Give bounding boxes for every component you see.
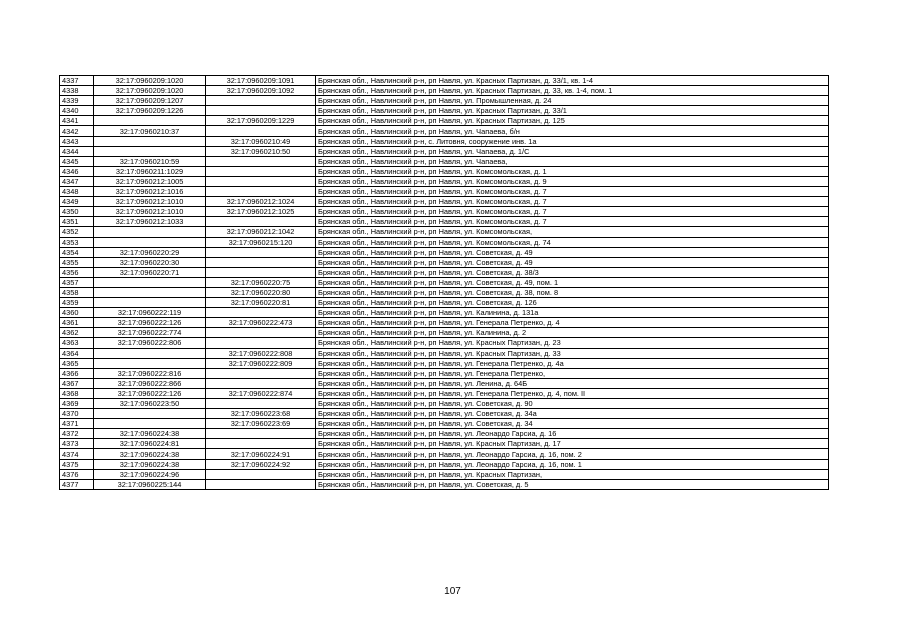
table-row — [60, 187, 829, 197]
table-row — [60, 318, 829, 328]
parent-cadastral-number-cell: 32:17:0960212:1010 — [94, 197, 206, 207]
table-row — [60, 166, 829, 176]
row-number-cell: 4371 — [60, 419, 94, 429]
cadastral-number-cell: 32:17:0960222:874 — [206, 388, 316, 398]
parent-cadastral-number-cell — [94, 348, 206, 358]
row-number-cell: 4349 — [60, 197, 94, 207]
table-row — [60, 449, 829, 459]
address-cell: Брянская обл., Навлинский р-н, рп Навля, ул. Красных Партизан, д. 33/1 — [316, 106, 829, 116]
cadastral-number-cell: 32:17:0960222:808 — [206, 348, 316, 358]
address-cell: Брянская обл., Навлинский р-н, рп Навля, ул. Советская, д. 38, пом. 8 — [316, 287, 829, 297]
parent-cadastral-number-cell: 32:17:0960212:1005 — [94, 176, 206, 186]
cadastral-number-cell — [206, 217, 316, 227]
parent-cadastral-number-cell: 32:17:0960211:1029 — [94, 166, 206, 176]
address-cell: Брянская обл., Навлинский р-н, рп Навля, ул. Чапаева, д. 1/С — [316, 146, 829, 156]
table-row — [60, 126, 829, 136]
address-cell: Брянская обл., Навлинский р-н, рп Навля, ул. Комсомольская, д. 1 — [316, 166, 829, 176]
row-number-cell: 4346 — [60, 166, 94, 176]
parent-cadastral-number-cell: 32:17:0960212:1033 — [94, 217, 206, 227]
parent-cadastral-number-cell: 32:17:0960210:37 — [94, 126, 206, 136]
parent-cadastral-number-cell — [94, 298, 206, 308]
parent-cadastral-number-cell: 32:17:0960222:806 — [94, 338, 206, 348]
row-number-cell: 4361 — [60, 318, 94, 328]
address-cell: Брянская обл., Навлинский р-н, рп Навля, ул. Генерала Петренко, д. 4 — [316, 318, 829, 328]
row-number-cell: 4344 — [60, 146, 94, 156]
table-row — [60, 207, 829, 217]
table-row — [60, 328, 829, 338]
row-number-cell: 4373 — [60, 439, 94, 449]
row-number-cell: 4358 — [60, 287, 94, 297]
cadastral-number-cell: 32:17:0960223:69 — [206, 419, 316, 429]
table-row — [60, 479, 829, 489]
table-row — [60, 399, 829, 409]
parent-cadastral-number-cell — [94, 227, 206, 237]
cadastral-number-cell: 32:17:0960224:92 — [206, 459, 316, 469]
address-cell: Брянская обл., Навлинский р-н, рп Навля, ул. Комсомольская, д. 7 — [316, 217, 829, 227]
parent-cadastral-number-cell — [94, 358, 206, 368]
table-row — [60, 419, 829, 429]
cadastral-number-cell — [206, 328, 316, 338]
address-cell: Брянская обл., Навлинский р-н, рп Навля, ул. Советская, д. 90 — [316, 399, 829, 409]
table-row — [60, 86, 829, 96]
cadastral-number-cell: 32:17:0960209:1092 — [206, 86, 316, 96]
cadastral-number-cell — [206, 156, 316, 166]
row-number-cell: 4347 — [60, 176, 94, 186]
address-cell: Брянская обл., Навлинский р-н, рп Навля, ул. Красных Партизан, д. 33, кв. 1-4, пом. 1 — [316, 86, 829, 96]
row-number-cell: 4339 — [60, 96, 94, 106]
parent-cadastral-number-cell: 32:17:0960223:50 — [94, 399, 206, 409]
parent-cadastral-number-cell — [94, 146, 206, 156]
row-number-cell: 4352 — [60, 227, 94, 237]
table-row — [60, 469, 829, 479]
cadastral-number-cell — [206, 399, 316, 409]
parent-cadastral-number-cell — [94, 409, 206, 419]
row-number-cell: 4367 — [60, 378, 94, 388]
table-row — [60, 308, 829, 318]
row-number-cell: 4342 — [60, 126, 94, 136]
cadastral-number-cell — [206, 308, 316, 318]
cadastral-number-cell: 32:17:0960215:120 — [206, 237, 316, 247]
row-number-cell: 4357 — [60, 277, 94, 287]
cadastral-number-cell: 32:17:0960222:809 — [206, 358, 316, 368]
address-cell: Брянская обл., Навлинский р-н, с. Литовня, сооружение инв. 1а — [316, 136, 829, 146]
row-number-cell: 4348 — [60, 187, 94, 197]
cadastral-table — [59, 75, 829, 490]
cadastral-number-cell — [206, 479, 316, 489]
page-number: 107 — [444, 586, 461, 597]
row-number-cell: 4350 — [60, 207, 94, 217]
address-cell: Брянская обл., Навлинский р-н, рп Навля, ул. Советская, д. 34а — [316, 409, 829, 419]
address-cell: Брянская обл., Навлинский р-н, рп Навля, ул. Советская, д. 49 — [316, 247, 829, 257]
cadastral-number-cell — [206, 106, 316, 116]
address-cell: Брянская обл., Навлинский р-н, рп Навля, ул. Леонардо Гарсиа, д. 16 — [316, 429, 829, 439]
address-cell: Брянская обл., Навлинский р-н, рп Навля, ул. Комсомольская, д. 9 — [316, 176, 829, 186]
table-row — [60, 156, 829, 166]
cadastral-number-cell — [206, 176, 316, 186]
parent-cadastral-number-cell: 32:17:0960222:119 — [94, 308, 206, 318]
table-row — [60, 287, 829, 297]
table-row — [60, 277, 829, 287]
cadastral-number-cell — [206, 368, 316, 378]
parent-cadastral-number-cell: 32:17:0960220:30 — [94, 257, 206, 267]
parent-cadastral-number-cell: 32:17:0960212:1016 — [94, 187, 206, 197]
address-cell: Брянская обл., Навлинский р-н, рп Навля, ул. Леонардо Гарсиа, д. 16, пом. 1 — [316, 459, 829, 469]
cadastral-number-cell — [206, 469, 316, 479]
table-row — [60, 237, 829, 247]
parent-cadastral-number-cell: 32:17:0960225:144 — [94, 479, 206, 489]
cadastral-number-cell — [206, 338, 316, 348]
row-number-cell: 4354 — [60, 247, 94, 257]
address-cell: Брянская обл., Навлинский р-н, рп Навля, ул. Комсомольская, д. 7 — [316, 207, 829, 217]
address-cell: Брянская обл., Навлинский р-н, рп Навля, ул. Красных Партизан, д. 23 — [316, 338, 829, 348]
cadastral-number-cell — [206, 378, 316, 388]
table-row — [60, 388, 829, 398]
address-cell: Брянская обл., Навлинский р-н, рп Навля, ул. Советская, д. 38/3 — [316, 267, 829, 277]
table-row — [60, 197, 829, 207]
parent-cadastral-number-cell: 32:17:0960222:816 — [94, 368, 206, 378]
address-cell: Брянская обл., Навлинский р-н, рп Навля, ул. Красных Партизан, — [316, 469, 829, 479]
row-number-cell: 4356 — [60, 267, 94, 277]
cadastral-number-cell: 32:17:0960212:1024 — [206, 197, 316, 207]
parent-cadastral-number-cell — [94, 136, 206, 146]
cadastral-number-cell: 32:17:0960220:80 — [206, 287, 316, 297]
address-cell: Брянская обл., Навлинский р-н, рп Навля, ул. Красных Партизан, д. 125 — [316, 116, 829, 126]
row-number-cell: 4353 — [60, 237, 94, 247]
row-number-cell: 4374 — [60, 449, 94, 459]
address-cell: Брянская обл., Навлинский р-н, рп Навля, ул. Красных Партизан, д. 33/1, кв. 1-4 — [316, 76, 829, 86]
table-row — [60, 338, 829, 348]
row-number-cell: 4372 — [60, 429, 94, 439]
row-number-cell: 4365 — [60, 358, 94, 368]
address-cell: Брянская обл., Навлинский р-н, рп Навля, ул. Советская, д. 34 — [316, 419, 829, 429]
table-row — [60, 429, 829, 439]
row-number-cell: 4355 — [60, 257, 94, 267]
cadastral-number-cell — [206, 96, 316, 106]
parent-cadastral-number-cell: 32:17:0960212:1010 — [94, 207, 206, 217]
table-row — [60, 146, 829, 156]
row-number-cell: 4343 — [60, 136, 94, 146]
table-row — [60, 116, 829, 126]
parent-cadastral-number-cell: 32:17:0960224:38 — [94, 429, 206, 439]
parent-cadastral-number-cell: 32:17:0960224:81 — [94, 439, 206, 449]
cadastral-number-cell — [206, 187, 316, 197]
parent-cadastral-number-cell: 32:17:0960209:1226 — [94, 106, 206, 116]
cadastral-number-cell — [206, 166, 316, 176]
parent-cadastral-number-cell: 32:17:0960209:1207 — [94, 96, 206, 106]
address-cell: Брянская обл., Навлинский р-н, рп Навля, ул. Комсомольская, д. 7 — [316, 197, 829, 207]
address-cell: Брянская обл., Навлинский р-н, рп Навля, ул. Комсомольская, — [316, 227, 829, 237]
address-cell: Брянская обл., Навлинский р-н, рп Навля, ул. Красных Партизан, д. 17 — [316, 439, 829, 449]
cadastral-number-cell: 32:17:0960222:473 — [206, 318, 316, 328]
row-number-cell: 4370 — [60, 409, 94, 419]
document-sheet — [59, 75, 828, 490]
row-number-cell: 4341 — [60, 116, 94, 126]
address-cell: Брянская обл., Навлинский р-н, рп Навля, ул. Чапаева, б/н — [316, 126, 829, 136]
address-cell: Брянская обл., Навлинский р-н, рп Навля, ул. Советская, д. 49, пом. 1 — [316, 277, 829, 287]
table-row — [60, 368, 829, 378]
parent-cadastral-number-cell: 32:17:0960222:774 — [94, 328, 206, 338]
parent-cadastral-number-cell: 32:17:0960222:126 — [94, 388, 206, 398]
row-number-cell: 4369 — [60, 399, 94, 409]
table-row — [60, 348, 829, 358]
row-number-cell: 4360 — [60, 308, 94, 318]
parent-cadastral-number-cell: 32:17:0960224:96 — [94, 469, 206, 479]
parent-cadastral-number-cell: 32:17:0960210:59 — [94, 156, 206, 166]
address-cell: Брянская обл., Навлинский р-н, рп Навля, ул. Промышленная, д. 24 — [316, 96, 829, 106]
cadastral-number-cell: 32:17:0960223:68 — [206, 409, 316, 419]
row-number-cell: 4364 — [60, 348, 94, 358]
address-cell: Брянская обл., Навлинский р-н, рп Навля, ул. Ленина, д. 64Б — [316, 378, 829, 388]
address-cell: Брянская обл., Навлинский р-н, рп Навля, ул. Советская, д. 126 — [316, 298, 829, 308]
row-number-cell: 4338 — [60, 86, 94, 96]
cadastral-number-cell — [206, 126, 316, 136]
table-row — [60, 439, 829, 449]
cadastral-number-cell: 32:17:0960220:81 — [206, 298, 316, 308]
table-row — [60, 257, 829, 267]
address-cell: Брянская обл., Навлинский р-н, рп Навля, ул. Калинина, д. 131а — [316, 308, 829, 318]
table-row — [60, 247, 829, 257]
cadastral-number-cell — [206, 267, 316, 277]
table-body — [60, 76, 829, 490]
address-cell: Брянская обл., Навлинский р-н, рп Навля, ул. Генерала Петренко, д. 4, пом. II — [316, 388, 829, 398]
parent-cadastral-number-cell: 32:17:0960222:866 — [94, 378, 206, 388]
parent-cadastral-number-cell — [94, 419, 206, 429]
cadastral-number-cell: 32:17:0960220:75 — [206, 277, 316, 287]
row-number-cell: 4340 — [60, 106, 94, 116]
row-number-cell: 4359 — [60, 298, 94, 308]
table-row — [60, 459, 829, 469]
parent-cadastral-number-cell: 32:17:0960220:71 — [94, 267, 206, 277]
parent-cadastral-number-cell — [94, 287, 206, 297]
row-number-cell: 4362 — [60, 328, 94, 338]
parent-cadastral-number-cell: 32:17:0960224:38 — [94, 459, 206, 469]
cadastral-number-cell — [206, 247, 316, 257]
cadastral-number-cell: 32:17:0960209:1091 — [206, 76, 316, 86]
row-number-cell: 4337 — [60, 76, 94, 86]
table-row — [60, 267, 829, 277]
cadastral-number-cell — [206, 439, 316, 449]
cadastral-number-cell — [206, 257, 316, 267]
parent-cadastral-number-cell: 32:17:0960222:126 — [94, 318, 206, 328]
address-cell: Брянская обл., Навлинский р-н, рп Навля, ул. Советская, д. 49 — [316, 257, 829, 267]
cadastral-number-cell: 32:17:0960210:49 — [206, 136, 316, 146]
address-cell: Брянская обл., Навлинский р-н, рп Навля, ул. Генерала Петренко, д. 4а — [316, 358, 829, 368]
table-row — [60, 298, 829, 308]
table-row — [60, 76, 829, 86]
table-row — [60, 176, 829, 186]
row-number-cell: 4377 — [60, 479, 94, 489]
row-number-cell: 4363 — [60, 338, 94, 348]
cadastral-number-cell: 32:17:0960212:1042 — [206, 227, 316, 237]
address-cell: Брянская обл., Навлинский р-н, рп Навля, ул. Советская, д. 5 — [316, 479, 829, 489]
parent-cadastral-number-cell: 32:17:0960224:38 — [94, 449, 206, 459]
table-row — [60, 358, 829, 368]
parent-cadastral-number-cell — [94, 116, 206, 126]
cadastral-number-cell: 32:17:0960210:50 — [206, 146, 316, 156]
address-cell: Брянская обл., Навлинский р-н, рп Навля, ул. Калинина, д. 2 — [316, 328, 829, 338]
row-number-cell: 4376 — [60, 469, 94, 479]
row-number-cell: 4351 — [60, 217, 94, 227]
cadastral-number-cell: 32:17:0960224:91 — [206, 449, 316, 459]
parent-cadastral-number-cell: 32:17:0960220:29 — [94, 247, 206, 257]
address-cell: Брянская обл., Навлинский р-н, рп Навля, ул. Комсомольская, д. 74 — [316, 237, 829, 247]
parent-cadastral-number-cell — [94, 277, 206, 287]
address-cell: Брянская обл., Навлинский р-н, рп Навля, ул. Чапаева, — [316, 156, 829, 166]
table-row — [60, 96, 829, 106]
cadastral-number-cell: 32:17:0960209:1229 — [206, 116, 316, 126]
address-cell: Брянская обл., Навлинский р-н, рп Навля, ул. Леонардо Гарсиа, д. 16, пом. 2 — [316, 449, 829, 459]
cadastral-number-cell — [206, 429, 316, 439]
table-row — [60, 136, 829, 146]
parent-cadastral-number-cell — [94, 237, 206, 247]
row-number-cell: 4375 — [60, 459, 94, 469]
address-cell: Брянская обл., Навлинский р-н, рп Навля, ул. Генерала Петренко, — [316, 368, 829, 378]
address-cell: Брянская обл., Навлинский р-н, рп Навля, ул. Красных Партизан, д. 33 — [316, 348, 829, 358]
table-row — [60, 409, 829, 419]
table-row — [60, 106, 829, 116]
row-number-cell: 4368 — [60, 388, 94, 398]
address-cell: Брянская обл., Навлинский р-н, рп Навля, ул. Комсомольская, д. 7 — [316, 187, 829, 197]
table-row — [60, 378, 829, 388]
table-row — [60, 227, 829, 237]
row-number-cell: 4366 — [60, 368, 94, 378]
parent-cadastral-number-cell: 32:17:0960209:1020 — [94, 76, 206, 86]
cadastral-number-cell: 32:17:0960212:1025 — [206, 207, 316, 217]
parent-cadastral-number-cell: 32:17:0960209:1020 — [94, 86, 206, 96]
row-number-cell: 4345 — [60, 156, 94, 166]
table-row — [60, 217, 829, 227]
